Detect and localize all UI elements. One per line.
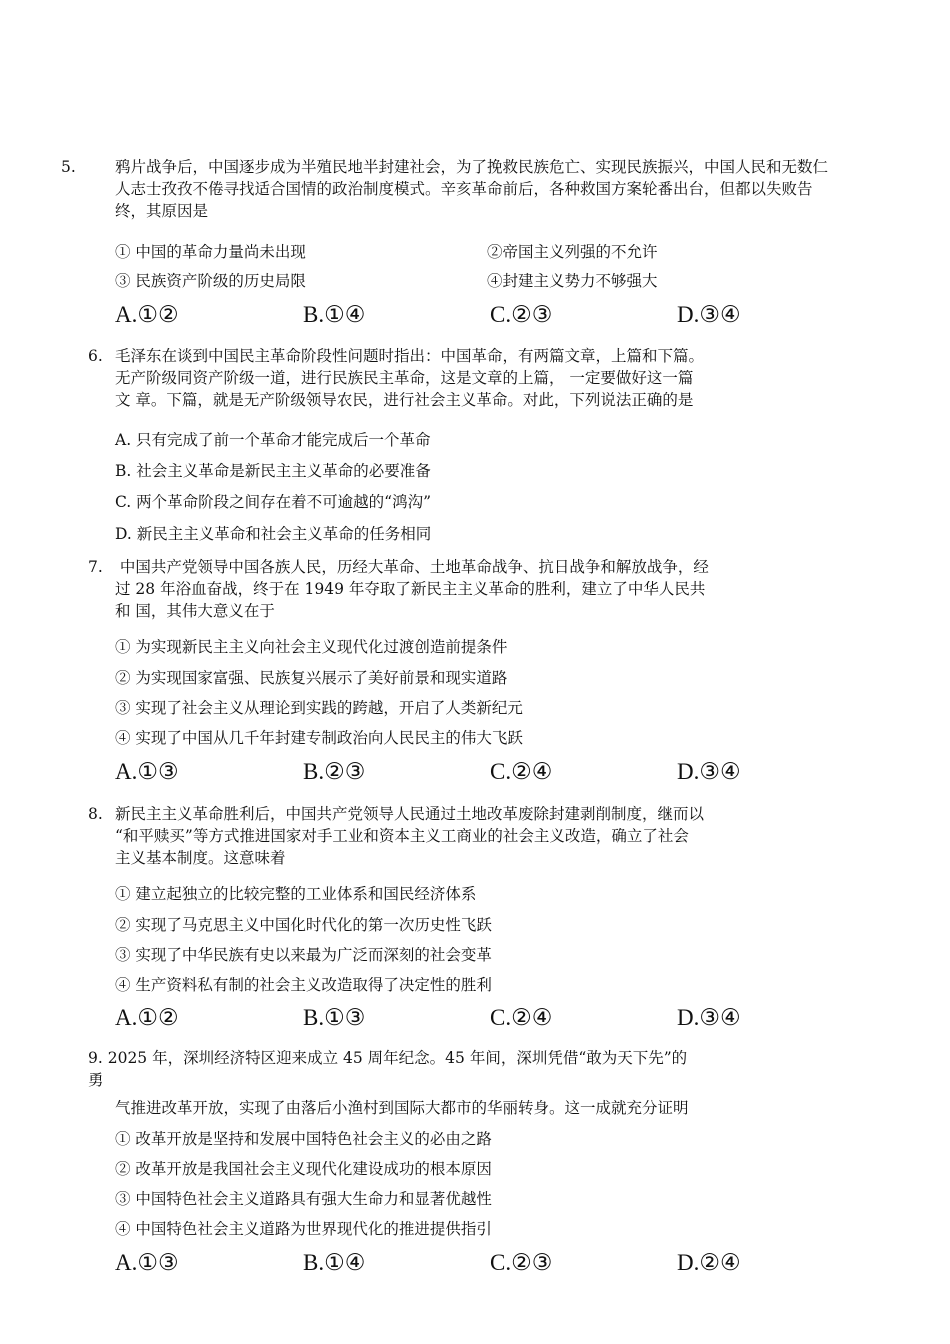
answer-choice-b[interactable]: B.①④ (303, 302, 366, 327)
answer-choice-d[interactable]: D.②④ (677, 1250, 741, 1275)
answer-choice-b[interactable]: B.①④ (303, 1250, 366, 1275)
statement-4: ④封建主义势力不够强大 (487, 272, 658, 290)
statement-2: ②帝国主义列强的不允许 (487, 243, 658, 261)
statement-4: ④ 生产资料私有制的社会主义改造取得了决定性的胜利 (115, 976, 492, 994)
statement-3: ③ 中国特色社会主义道路具有强大生命力和显著优越性 (115, 1190, 492, 1208)
answer-choice-c[interactable]: C.②④ (490, 759, 553, 784)
answer-choice-d[interactable]: D.③④ (677, 302, 741, 327)
question-8-stem: 8. 新民主主义革命胜利后，中国共产党领导人民通过土地改革废除封建剥削制度，继而以 “和平赎买”等方式推进国家对手工业和资本主义工商业的社会主义改造，确立了社会 主义基本制度。这意味着 (88, 805, 705, 867)
question-number: 5. (61, 158, 76, 176)
question-9-stem: 9. 2025 年，深圳经济特区迎来成立 45 周年纪念。45 年间，深圳凭借“敢为天下先”的 勇 (88, 1049, 688, 1089)
question-5-stem: 5. 鸦片战争后，中国逐步成为半殖民地半封建社会，为了挽救民族危亡、实现民族振兴，中国人民和无数仁人志士孜孜不倦寻找适合国情的政治制度模式。辛亥革命前后，各种救国方案轮番出台，但都以失败告终，其原因是 (61, 158, 829, 220)
statement-3: ③ 实现了中华民族有史以来最为广泛而深刻的社会变革 (115, 946, 492, 964)
statement-1: ① 建立起独立的比较完整的工业体系和国民经济体系 (115, 885, 477, 903)
question-9-stem-continued: 气推进改革开放，实现了由落后小渔村到国际大都市的华丽转身。这一成就充分证明 (115, 1099, 689, 1117)
answer-choice-b[interactable]: B.②③ (303, 759, 366, 784)
answer-choice-c[interactable]: C.②③ (490, 302, 553, 327)
question-6-stem: 6. 毛泽东在谈到中国民主革命阶段性问题时指出：中国革命，有两篇文章，上篇和下篇。 无产阶级同资产阶级一道，进行民族民主革命，这是文章的上篇， 一定要做好这一篇 文 章。下篇，就是无产阶级领导农民，进行社会主义革命。对此，下列说法正确的是 (88, 347, 705, 409)
option-b[interactable]: B. 社会主义革命是新民主主义革命的必要准备 (115, 462, 431, 480)
option-c[interactable]: C. 两个革命阶段之间存在着不可逾越的“鸿沟” (115, 493, 432, 511)
option-a[interactable]: A. 只有完成了前一个革命才能完成后一个革命 (115, 431, 431, 449)
question-7-stem: 7. 中国共产党领导中国各族人民，历经大革命、土地革命战争、抗日战争和解放战争，经 过 28 年浴血奋战，终于在 1949 年夺取了新民主主义革命的胜利，建立了中华人民共 和 国，其伟大意义在于 (88, 558, 709, 620)
statement-1: ① 为实现新民主主义向社会主义现代化过渡创造前提条件 (115, 638, 508, 656)
answer-choice-b[interactable]: B.①③ (303, 1005, 366, 1030)
answer-choice-a[interactable]: A.①② (115, 302, 179, 327)
statement-3: ③ 民族资产阶级的历史局限 (115, 272, 306, 290)
statement-4: ④ 中国特色社会主义道路为世界现代化的推进提供指引 (115, 1220, 492, 1238)
option-d[interactable]: D. 新民主主义革命和社会主义革命的任务相同 (115, 525, 432, 543)
answer-choice-d[interactable]: D.③④ (677, 1005, 741, 1030)
statement-2: ② 改革开放是我国社会主义现代化建设成功的根本原因 (115, 1160, 492, 1178)
statement-1: ① 改革开放是坚持和发展中国特色社会主义的必由之路 (115, 1130, 492, 1148)
statement-1: ① 中国的革命力量尚未出现 (115, 243, 306, 261)
question-number: 7. (88, 558, 103, 576)
answer-choice-c[interactable]: C.②③ (490, 1250, 553, 1275)
question-number: 6. (88, 347, 103, 365)
statement-2: ② 实现了马克思主义中国化时代化的第一次历史性飞跃 (115, 916, 492, 934)
answer-choice-a[interactable]: A.①② (115, 1005, 179, 1030)
answer-choice-d[interactable]: D.③④ (677, 759, 741, 784)
answer-choice-a[interactable]: A.①③ (115, 1250, 179, 1275)
statement-3: ③ 实现了社会主义从理论到实践的跨越，开启了人类新纪元 (115, 699, 523, 717)
answer-choice-c[interactable]: C.②④ (490, 1005, 553, 1030)
question-number: 8. (88, 805, 103, 823)
statement-4: ④ 实现了中国从几千年封建专制政治向人民民主的伟大飞跃 (115, 729, 523, 747)
answer-choice-a[interactable]: A.①③ (115, 759, 179, 784)
statement-2: ② 为实现国家富强、民族复兴展示了美好前景和现实道路 (115, 669, 508, 687)
